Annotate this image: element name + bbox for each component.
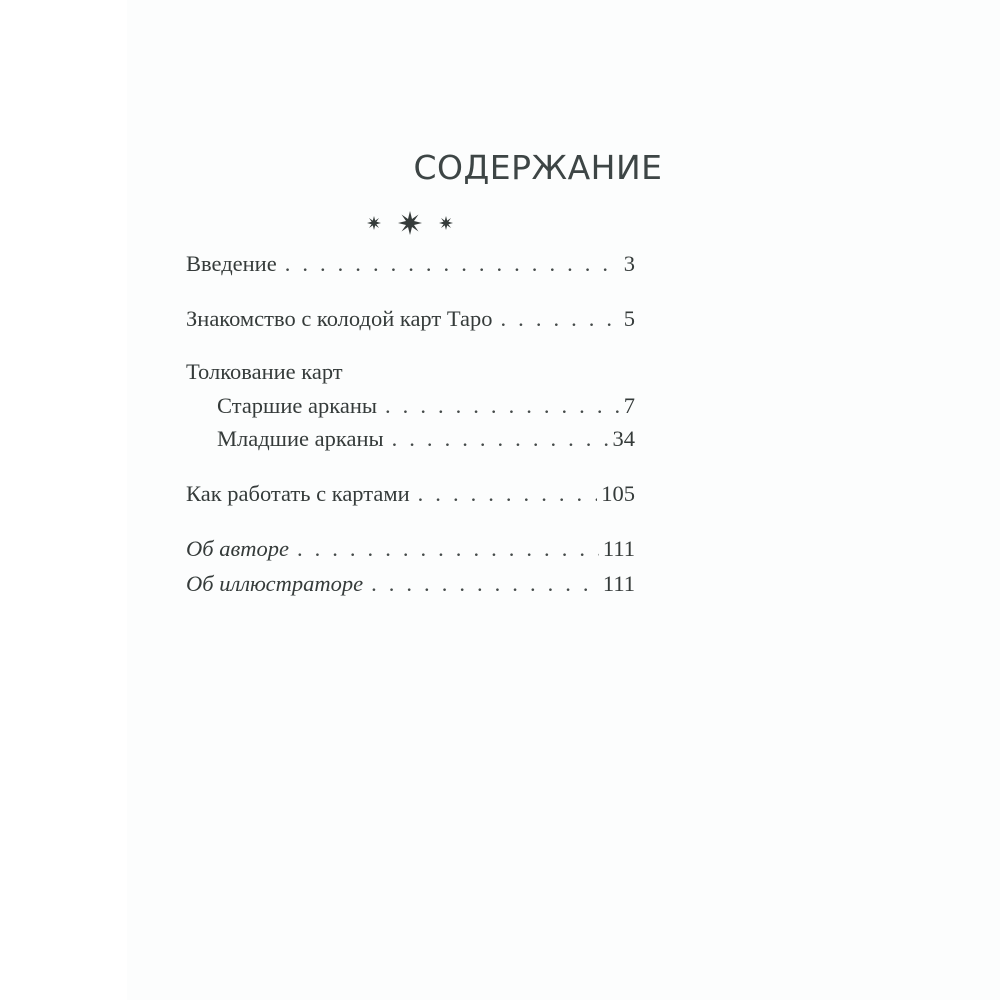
dot-leader bbox=[285, 249, 620, 279]
toc-entry-label: Об иллюстраторе bbox=[186, 571, 364, 596]
toc-entry-label: Введение bbox=[186, 251, 277, 276]
toc-entry-label: Как работать с картами bbox=[186, 481, 410, 506]
toc-entry-label: Старшие арканы bbox=[217, 393, 378, 418]
toc-entry-author[interactable] bbox=[186, 534, 635, 564]
dot-leader bbox=[371, 569, 599, 599]
toc-entry-minor-arcana[interactable] bbox=[217, 424, 635, 454]
toc-entry-deck[interactable] bbox=[186, 304, 635, 334]
toc-page-number: 34 bbox=[612, 426, 635, 451]
toc-entry-label: Знакомство с колодой карт Таро bbox=[186, 306, 493, 331]
toc-entry-major-arcana[interactable] bbox=[217, 391, 635, 421]
small-star-icon bbox=[439, 216, 453, 230]
dot-leader bbox=[501, 304, 620, 334]
toc-entry-illustrator[interactable] bbox=[186, 569, 635, 599]
dot-leader bbox=[297, 534, 599, 564]
toc-entry-label: Младшие арканы bbox=[217, 426, 384, 451]
toc-page-number: 111 bbox=[602, 536, 635, 561]
toc-page-number: 7 bbox=[623, 393, 635, 418]
dot-leader bbox=[385, 391, 620, 421]
toc-page-number: 3 bbox=[623, 251, 635, 276]
dot-leader bbox=[418, 479, 598, 509]
toc-page-number: 5 bbox=[623, 306, 635, 331]
toc-entry-how-to[interactable] bbox=[186, 479, 635, 509]
small-star-icon bbox=[367, 216, 381, 230]
toc-entry-intro[interactable] bbox=[186, 249, 635, 279]
toc-page-number: 105 bbox=[601, 481, 635, 506]
toc-section-heading: Толкование карт bbox=[186, 359, 343, 384]
large-star-icon bbox=[398, 211, 422, 235]
toc-page-number: 111 bbox=[602, 571, 635, 596]
dot-leader bbox=[392, 424, 609, 454]
three-stars-ornament-icon bbox=[360, 210, 460, 236]
toc-entry-label: Об авторе bbox=[186, 536, 289, 561]
page-title: СОДЕРЖАНИЕ bbox=[413, 148, 663, 187]
